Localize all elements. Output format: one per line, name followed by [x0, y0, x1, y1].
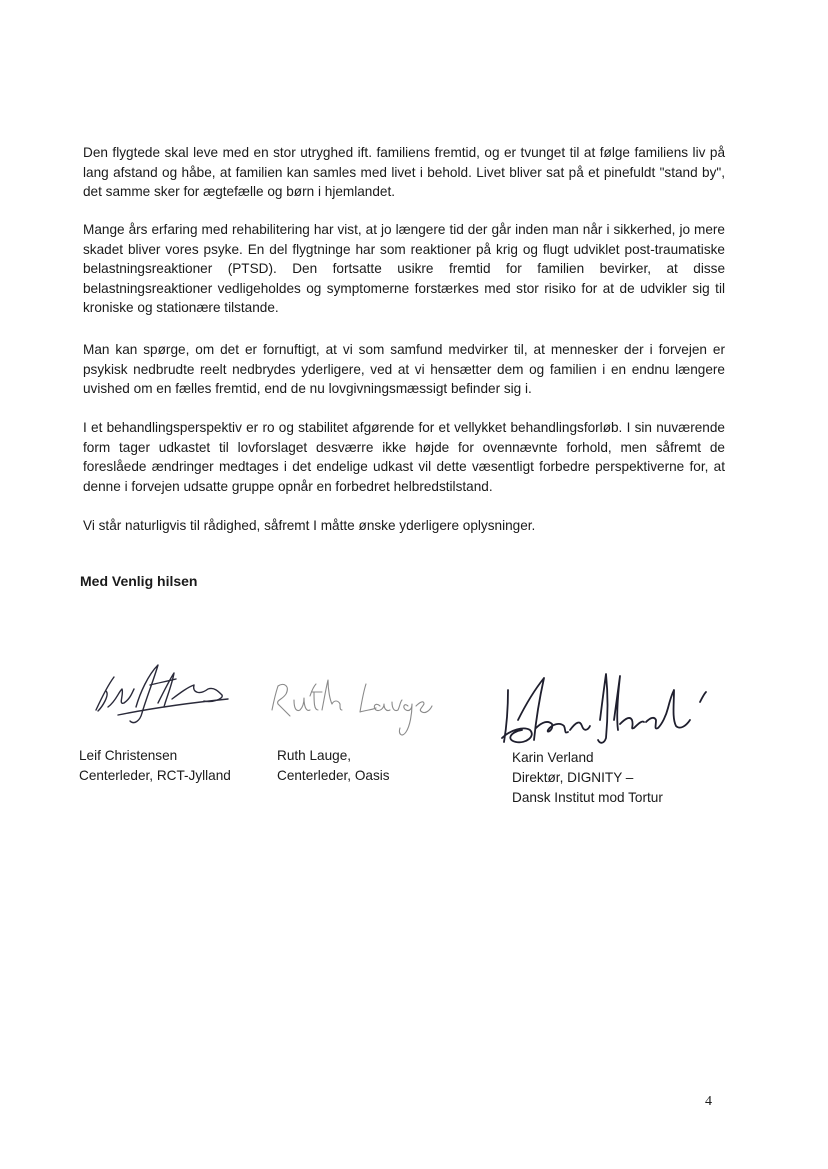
body-paragraph-3: Man kan spørge, om det er fornuftigt, at vi som samfund medvirker til, at mennesker der i forvejen er psykisk nedbrudte reelt nedbrydes yderligere, ved at vi hensætter dem og familien i en endnu længere uvished om en fælles fremtid, end de nu lovgivningsmæssigt befinder sig i.: [83, 342, 725, 396]
body-paragraph-1: Den flygtede skal leve med en stor utryghed ift. familiens fremtid, og er tvunget til at følge familiens liv på lang afstand og håbe, at familien kan samles med livet i behold. Livet bliver sat på et pinefuldt "stand by", det samme sker for ægtefælle og børn i hjemlandet.: [83, 145, 725, 199]
signatory-organization: Dansk Institut mod Tortur: [512, 790, 663, 805]
signatory-block-3: [512, 748, 663, 808]
signatory-title: Centerleder, RCT-Jylland: [79, 768, 231, 783]
signatory-block-2: [277, 746, 390, 786]
body-paragraph-5: Vi står naturligvis til rådighed, såfremt I måtte ønske yderligere oplysninger.: [83, 518, 536, 533]
signatory-name: Ruth Lauge,: [277, 748, 352, 763]
body-paragraph-2: Mange års erfaring med rehabilitering har vist, at jo længere tid der går inden man når i sikkerhed, jo mere skadet bliver vores psyke. En del flygtninge har som reaktioner på krig og flugt udviklet post-traumatiske belastningsreaktioner (PTSD). Den fortsatte usikre fremtid for familien bevirker, at disse belastningsreaktioner vedligeholdes og symptomerne forstærkes med stor risiko for at de udvikler sig til kroniske og stationære tilstande.: [83, 222, 725, 315]
body-paragraph-4: I et behandlingsperspektiv er ro og stabilitet afgørende for et vellykket behandlingsforløb. I sin nuværende form tager udkastet til lovforslaget desværre ikke højde for ovennævnte forhold, men såfremt de foreslåede ændringer medtages i det endelige udkast vil dette væsentligt forbedre perspektiverne for, at denne i forvejen udsatte gruppe opnår en forbedret helbredstilstand.: [83, 420, 725, 494]
signature-leif-christensen: [88, 655, 248, 735]
signature-ruth-lauge: [260, 670, 440, 750]
signature-karin-verland: [490, 660, 740, 755]
closing-salutation: Med Venlig hilsen: [80, 573, 198, 589]
page-number: 4: [705, 1094, 712, 1109]
signatory-title: Centerleder, Oasis: [277, 768, 390, 783]
signatory-title: Direktør, DIGNITY –: [512, 770, 634, 785]
signatory-block-1: [79, 746, 231, 786]
signatory-name: Karin Verland: [512, 750, 594, 765]
signatory-name: Leif Christensen: [79, 748, 178, 763]
